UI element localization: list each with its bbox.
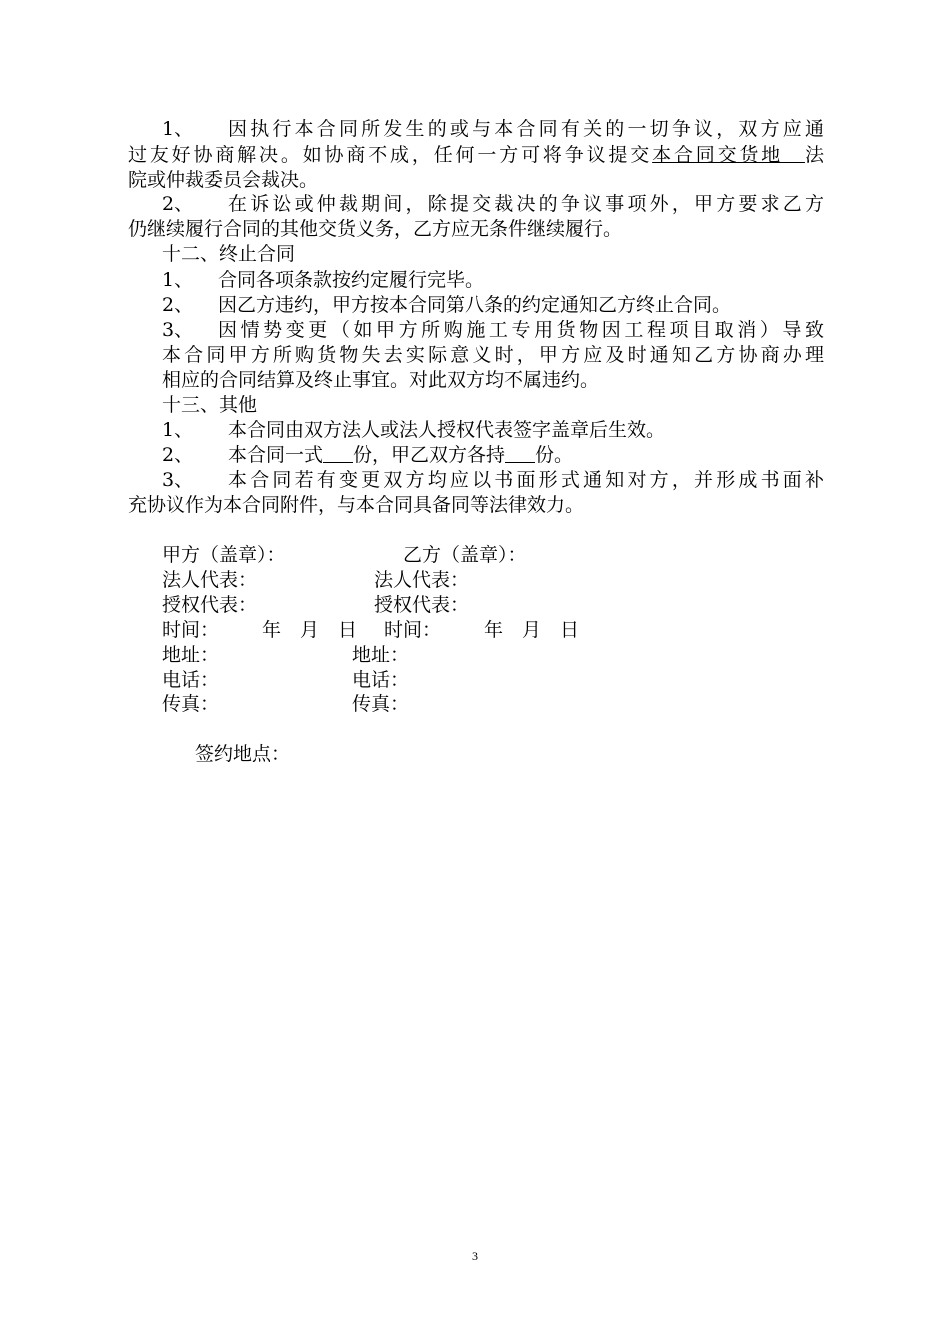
clause13-item1-num: 1、 — [162, 419, 194, 441]
party-a-seal-label: 甲方（盖章）： — [162, 544, 286, 566]
clause11-item1-line1: 因执行本合同所发生的或与本合同有关的一切争议，双方应通 — [228, 118, 824, 140]
party-b-address-label: 地址： — [352, 644, 410, 666]
clause13-item2-text — [228, 443, 573, 467]
clause12-item2-text: 因乙方违约，甲方按本合同第八条的约定通知乙方终止合同。 — [218, 294, 732, 316]
clause11-item1-num: 1、 — [162, 118, 194, 140]
signing-place-label: 签约地点： — [195, 743, 291, 765]
party-a-date: 年 月 日 — [262, 619, 358, 641]
clause12-item3-num: 3、 — [162, 319, 194, 341]
party-b-legal-rep-label: 法人代表： — [374, 569, 470, 591]
clause11-item1-line3: 院或仲裁委员会裁决。 — [128, 169, 319, 191]
clause12-item1-num: 1、 — [162, 269, 194, 291]
clause13-item3-line2: 充协议作为本合同附件，与本合同具备同等法律效力。 — [128, 494, 585, 516]
party-b-time-label: 时间： — [384, 619, 442, 641]
clause11-item1-line2-post: 法 — [804, 144, 824, 166]
clause12-item3-line3: 相应的合同结算及终止事宜。对此双方均不属违约。 — [162, 369, 600, 391]
party-b-auth-rep-label: 授权代表： — [374, 594, 470, 616]
clause11-item2-num: 2、 — [162, 193, 194, 215]
copies-total-blank — [323, 444, 353, 463]
court-location-field: 本合同交货地 — [652, 144, 805, 166]
page-number: 3 — [472, 1249, 478, 1263]
clause12-heading: 十二、终止合同 — [162, 243, 296, 265]
party-b-date: 年 月 日 — [484, 619, 580, 641]
clause12-item3-line1: 因情势变更（如甲方所购施工专用货物因工程项目取消）导致 — [218, 319, 824, 341]
clause13-item3-line1: 本合同若有变更双方均应以书面形式通知对方，并形成书面补 — [228, 469, 824, 491]
party-a-phone-label: 电话： — [162, 669, 220, 691]
clause11-item2-line2: 仍继续履行合同的其他交货义务，乙方应无条件继续履行。 — [128, 218, 623, 240]
party-b-phone-label: 电话： — [352, 669, 410, 691]
clause13-item1-text: 本合同由双方法人或法人授权代表签字盖章后生效。 — [228, 419, 666, 441]
clause13-item2-pre: 本合同一式 — [228, 444, 324, 466]
clause12-item2-num: 2、 — [162, 294, 194, 316]
clause12-item1-text: 合同各项条款按约定履行完毕。 — [218, 269, 485, 291]
copies-each-blank — [505, 444, 535, 463]
party-a-auth-rep-label: 授权代表： — [162, 594, 258, 616]
clause11-item2-line1: 在诉讼或仲裁期间，除提交裁决的争议事项外，甲方要求乙方 — [228, 193, 824, 215]
clause13-item2-num: 2、 — [162, 444, 194, 466]
clause13-item2-post: 份。 — [535, 444, 574, 466]
clause12-item3-line2: 本合同甲方所购货物失去实际意义时，甲方应及时通知乙方协商办理 — [162, 344, 824, 366]
clause11-item1-line2-pre: 过友好协商解决。如协商不成，任何一方可将争议提交 — [128, 144, 653, 166]
party-a-legal-rep-label: 法人代表： — [162, 569, 258, 591]
party-b-fax-label: 传真： — [352, 693, 410, 715]
party-a-time-label: 时间： — [162, 619, 220, 641]
clause11-item1-line2 — [128, 143, 824, 167]
party-b-seal-label: 乙方（盖章）： — [403, 544, 527, 566]
party-a-address-label: 地址： — [162, 644, 220, 666]
clause13-item2-mid: 份，甲乙双方各持 — [353, 444, 506, 466]
party-a-fax-label: 传真： — [162, 693, 220, 715]
clause13-heading: 十三、其他 — [162, 394, 258, 416]
clause13-item3-num: 3、 — [162, 469, 194, 491]
